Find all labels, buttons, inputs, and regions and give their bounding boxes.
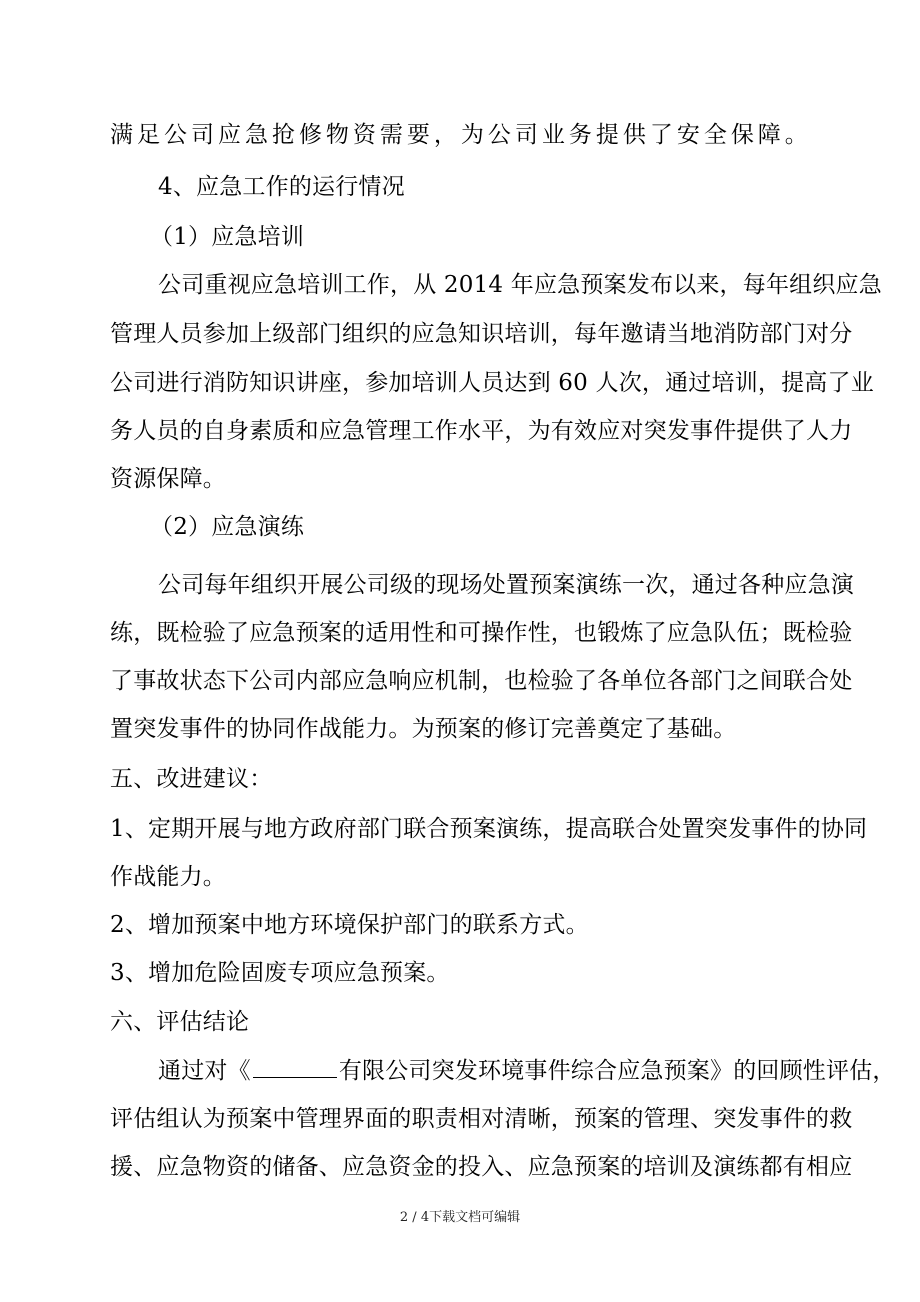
paragraph-line: 置突发事件的协同作战能力。为预案的修订完善奠定了基础。: [110, 716, 737, 742]
paragraph-line: 练，既检验了应急预案的适用性和可操作性，也锻炼了应急队伍；既检验: [110, 620, 853, 646]
paragraph-line: 管理人员参加上级部门组织的应急知识培训，每年邀请当地消防部门对分: [110, 321, 853, 347]
paragraph-line: 评估组认为预案中管理界面的职责相对清晰，预案的管理、突发事件的救: [110, 1106, 853, 1132]
paragraph-line: 满足公司应急抢修物资需要，为公司业务提供了安全保障。: [110, 122, 808, 148]
paragraph-line: 公司每年组织开展公司级的现场处置预案演练一次，通过各种应急演: [158, 572, 854, 598]
paragraph-line: 务人员的自身素质和应急管理工作水平，为有效应对突发事件提供了人力: [110, 418, 853, 444]
paragraph-line: 资源保障。: [110, 466, 226, 492]
page-footer: 2 / 4下载文档可编辑: [399, 1210, 521, 1225]
list-item-continuation: 作战能力。: [110, 864, 226, 890]
paragraph-line: 公司重视应急培训工作，从 2014 年应急预案发布以来，每年组织应急: [158, 272, 882, 298]
fill-in-blank: [253, 1055, 337, 1078]
section-heading: 六、评估结论: [110, 1009, 250, 1035]
section-heading: 4、应急工作的运行情况: [158, 174, 405, 200]
paragraph-line: 援、应急物资的储备、应急资金的投入、应急预案的培训及演练都有相应: [110, 1154, 853, 1180]
list-item: 1、定期开展与地方政府部门联合预案演练，提高联合处置突发事件的协同: [110, 816, 868, 842]
list-item: 2、增加预案中地方环境保护部门的联系方式。: [110, 912, 589, 938]
paragraph-text: 有限公司突发环境事件综合应急预案》的回顾性评估，: [338, 1058, 896, 1084]
paragraph-text: 通过对《: [158, 1058, 251, 1084]
paragraph-line: [158, 1055, 896, 1086]
paragraph-line: 公司进行消防知识讲座，参加培训人员达到 60 人次，通过培训，提高了业: [110, 370, 874, 396]
subsection-heading: （2）应急演练: [150, 514, 305, 540]
section-heading: 五、改进建议：: [110, 766, 273, 792]
list-item: 3、增加危险固废专项应急预案。: [110, 960, 450, 986]
subsection-heading: （1）应急培训: [150, 224, 305, 250]
paragraph-line: 了事故状态下公司内部应急响应机制，也检验了各单位各部门之间联合处: [110, 668, 853, 694]
